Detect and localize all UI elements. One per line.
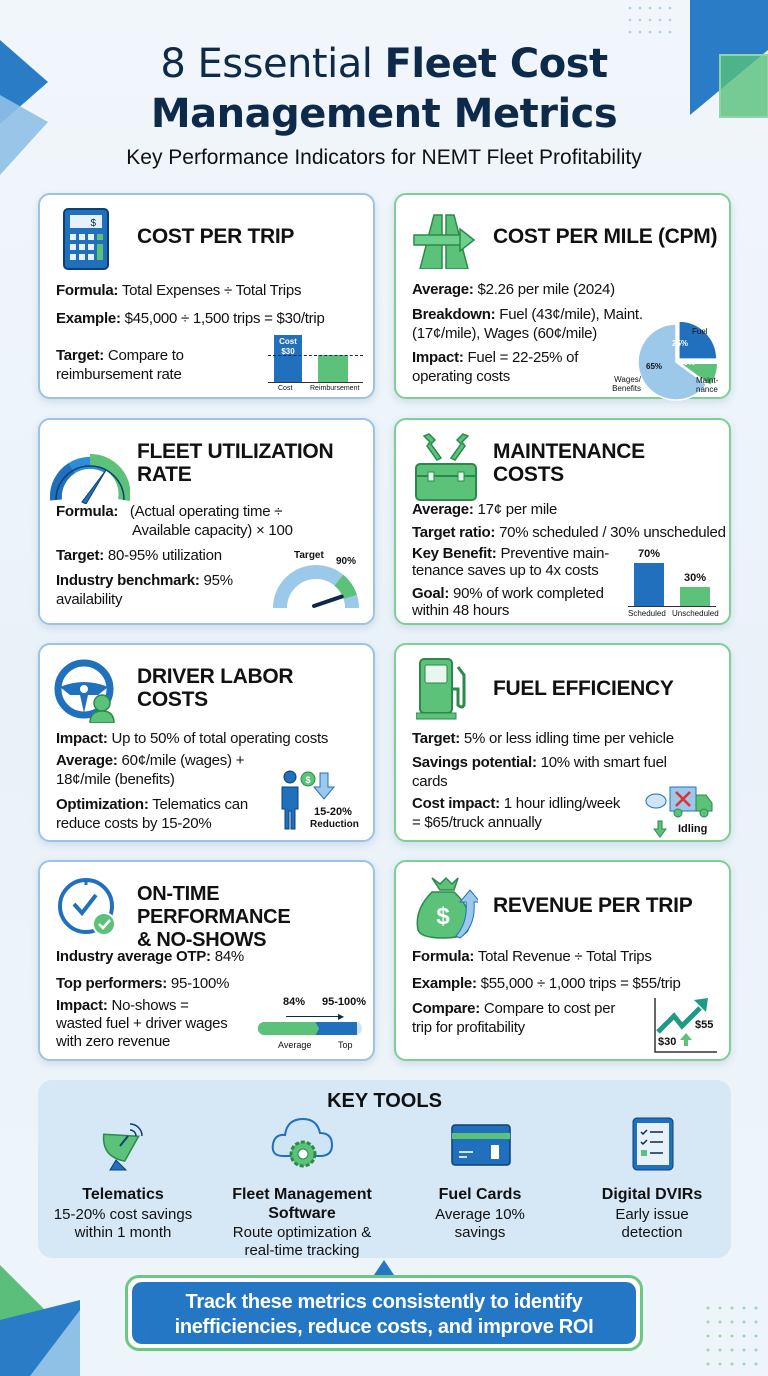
svg-text:$: $ (90, 218, 96, 229)
title-light: 8 Essential (160, 41, 373, 87)
card-revenue-per-trip (394, 860, 731, 1061)
metric-line: Optimization: Telematics can reduce costs by 15-20% (56, 796, 248, 832)
formula-text: Formula: Total Expenses ÷ Total Trips (56, 282, 302, 299)
cost-vs-reimbursement-chart (268, 333, 368, 395)
bar-value-label: 70% (638, 547, 661, 560)
tool-name: Fuel Cards (438, 1186, 522, 1203)
page-title-line-2: Management Metrics (150, 91, 618, 137)
bar-unscheduled (680, 587, 710, 606)
highway-icon (412, 213, 476, 269)
card-title: FLEET UTILIZATION RATE (137, 440, 334, 486)
card-driver-labor-costs (38, 643, 375, 842)
page-subtitle: Key Performance Indicators for NEMT Fleet Profitability (126, 146, 642, 169)
gauge-needle (314, 597, 342, 606)
money-bag-icon (416, 874, 478, 940)
target-text: Target: Compare to reimbursement rate (56, 347, 184, 383)
cost-value-label: $30 (658, 1036, 677, 1048)
metric-line: Target ratio: 70% scheduled / 30% unscheduled (412, 524, 726, 541)
card-title: COST PER MILE (CPM) (493, 225, 718, 248)
card-title: ON-TIME PERFORMANCE & NO-SHOWS (137, 883, 291, 951)
card-title: COST PER TRIP (137, 225, 295, 248)
tool-desc: within 1 month (74, 1224, 172, 1241)
fuel-card-icon (451, 1124, 511, 1166)
reduction-value: 15-20% (314, 806, 352, 818)
utilization-gauge (268, 560, 368, 610)
cloud-gear-icon (271, 1116, 335, 1172)
bar-category-label: Scheduled (628, 609, 666, 618)
reduction-caption: Reduction (310, 819, 359, 830)
bar-cost-label: Cost $30 (279, 337, 297, 356)
otp-progress-bar (258, 1022, 362, 1035)
svg-text:$: $ (436, 903, 450, 930)
card-title: MAINTENANCE COSTS (493, 440, 645, 486)
tool-desc: detection (621, 1224, 683, 1241)
axis (628, 606, 716, 607)
toolbox-icon (414, 432, 478, 502)
speedometer-icon (50, 442, 130, 504)
gauge-target-zone (339, 580, 350, 597)
banner-line-1: Track these metrics consistently to identify (185, 1291, 583, 1313)
metric-line: Industry average OTP: 84% (56, 948, 245, 965)
example-text: Example: $45,000 ÷ 1,500 trips = $30/trip (56, 310, 325, 327)
card-title: FUEL EFFICIENCY (493, 677, 674, 700)
bar-label: Reimbursement (310, 385, 360, 392)
metric-line: Goal: 90% of work completed within 48 hours (412, 585, 604, 619)
page-title-line-1 (0, 40, 768, 88)
bar-label: Cost (278, 385, 293, 392)
clock-check-icon (56, 876, 120, 940)
metric-line: Cost impact: 1 hour idling/week = $65/truck annually (412, 795, 621, 831)
steering-wheel-icon (54, 659, 118, 723)
pie-label-fuel: Fuel (692, 327, 708, 336)
banner-line-2: inefficiencies, reduce costs, and improve ROI (174, 1316, 594, 1338)
metric-line: Target: 80-95% utilization (56, 547, 222, 564)
average-fill (258, 1022, 319, 1035)
bar-category-label: Unscheduled (672, 609, 719, 618)
axis (268, 382, 363, 383)
title-bold: Fleet Cost (384, 41, 608, 87)
revenue-value-label: $55 (695, 1019, 714, 1031)
metric-line: Target: 5% or less idling time per vehicle (412, 730, 674, 747)
metric-line: Average: $2.26 per mile (2024) (412, 281, 615, 298)
pie-value-maint: 10% (679, 358, 696, 367)
metric-line: Formula: Total Revenue ÷ Total Trips (412, 948, 652, 965)
tool-name: Fleet Management Software (232, 1186, 372, 1222)
tool-desc: Early issue (615, 1206, 689, 1223)
metric-line: Top performers: 95-100% (56, 975, 230, 992)
tool-desc: real-time tracking (244, 1242, 360, 1259)
card-fuel-efficiency (394, 643, 731, 842)
idling-caption: Idling (678, 823, 708, 835)
pie-value-fuel: 25% (672, 339, 689, 348)
metric-line: Average: 17¢ per mile (412, 501, 558, 518)
card-title: DRIVER LABOR COSTS (137, 665, 294, 711)
bar-scheduled (634, 563, 664, 606)
metric-line: Formula: (Actual operating time ÷ Available capacity) × 100 (56, 503, 293, 539)
metric-line: Average: 60¢/mile (wages) + 18¢/mile (benefits) (56, 752, 245, 788)
bar-reimbursement (318, 355, 348, 382)
key-tools-panel (38, 1080, 731, 1258)
metric-line: Impact: Fuel = 22-25% of operating costs (412, 349, 579, 385)
fuel-pump-icon (416, 657, 472, 721)
pie-value-wages: 65% (646, 362, 663, 371)
pie-label-wages: Wages/ Benefits (612, 375, 641, 393)
gauge-label: Target (294, 550, 324, 561)
progress-arrow (286, 1016, 342, 1017)
top-caption: Top (338, 1040, 353, 1050)
calculator-icon (62, 207, 110, 271)
arrowhead-icon: ▶ (338, 1012, 345, 1021)
gauge-value: 90% (336, 556, 357, 567)
card-cost-per-trip (38, 193, 375, 399)
tool-desc: 15-20% cost savings (53, 1206, 193, 1223)
card-cost-per-mile (394, 193, 731, 399)
pie-label-maint: Maint-nance (696, 376, 719, 394)
bar-value-label: 30% (684, 572, 707, 585)
card-maintenance-costs (394, 418, 731, 625)
average-caption: Average (278, 1040, 312, 1050)
metric-line: Key Benefit: Preventive main- tenance saves up to 4x costs (412, 545, 609, 579)
top-label: 95-100% (322, 996, 367, 1008)
tool-desc: Average 10% (435, 1206, 525, 1223)
metric-line: Savings potential: 10% with smart fuel cards (412, 754, 667, 790)
tool-desc: savings (454, 1224, 506, 1241)
satellite-dish-icon (98, 1120, 148, 1172)
maintenance-ratio-chart (628, 538, 720, 620)
card-fleet-utilization (38, 418, 375, 625)
metric-line: Impact: No-shows = wasted fuel + driver wages with zero revenue (56, 997, 228, 1050)
call-to-action-banner (125, 1275, 643, 1351)
tool-name: Telematics (82, 1186, 164, 1203)
metric-line: Industry benchmark: 95% availability (56, 572, 233, 608)
average-label: 84% (283, 996, 306, 1008)
target-line (268, 355, 363, 356)
card-title: REVENUE PER TRIP (493, 894, 693, 917)
metric-line: Breakdown: Fuel (43¢/mile), Maint. (17¢/mile), Wages (60¢/mile) (412, 306, 643, 342)
tool-desc: Route optimization & (232, 1224, 372, 1241)
otp-progress-chart (258, 994, 367, 1054)
tablet-checklist-icon (631, 1116, 675, 1172)
metric-line: Compare: Compare to cost per trip for profitability (412, 1000, 616, 1036)
metric-line: Example: $55,000 ÷ 1,000 trips = $55/trip (412, 975, 681, 992)
metric-line: Impact: Up to 50% of total operating costs (56, 730, 329, 747)
tool-name: Digital DVIRs (601, 1186, 703, 1203)
key-tools-title: KEY TOOLS (327, 1090, 442, 1112)
svg-text:$: $ (305, 775, 311, 785)
card-on-time-performance (38, 860, 375, 1061)
